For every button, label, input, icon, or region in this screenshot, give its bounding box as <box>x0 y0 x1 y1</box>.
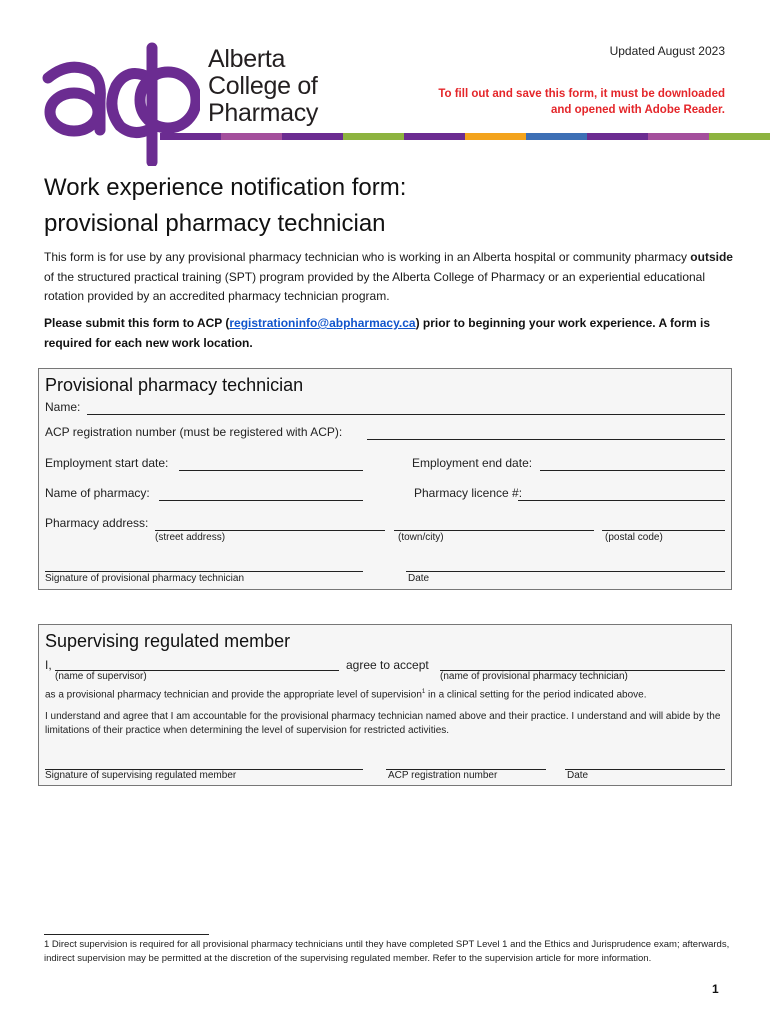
color-bar-segment <box>526 133 587 140</box>
intro-bold: outside <box>690 250 733 264</box>
postal-hint: (postal code) <box>605 532 663 543</box>
agree-label: agree to accept <box>346 658 429 672</box>
submit-text-1: Please submit this form to ACP ( <box>44 316 230 330</box>
footnote-ref: 1 <box>421 689 426 695</box>
technician-date-label: Date <box>408 573 430 584</box>
footnote: 1 Direct supervision is required for all provisional pharmacy technicians until they have completed SPT Level 1 and the Ethics and Jurisprudence exam; afterwards, indirect supervision may be permitted at the discretion of the supervising regulated member. Refer to the supervision article for more information. <box>44 939 730 964</box>
town-hint: (town/city) <box>398 532 444 543</box>
color-bar-segment <box>404 133 465 140</box>
postal-code-field[interactable] <box>602 530 725 531</box>
supervision-text: as a provisional pharmacy technician and provide the appropriate level of supervision <box>45 689 422 701</box>
end-date-label: Employment end date: <box>412 456 533 470</box>
logo-wordmark <box>208 46 318 127</box>
color-bar-segment <box>160 133 221 140</box>
technician-signature-field[interactable] <box>45 571 363 572</box>
supervisor-date-field[interactable] <box>565 769 725 770</box>
name-label: Name: <box>45 400 81 414</box>
color-bar-segment <box>709 133 770 140</box>
supervision-sentence <box>45 685 725 702</box>
licence-field[interactable] <box>518 500 725 501</box>
acp-logo <box>40 38 350 166</box>
submit-instructions <box>44 314 734 353</box>
start-date-field[interactable] <box>179 470 363 471</box>
intro-text-2: of the structured practical training (SPT) program provided by the Alberta College of Pharmacy or an experiential educational rotation provided by an accredited pharmacy technician program. <box>44 269 706 303</box>
supervisor-date-label: Date <box>567 770 589 781</box>
title-line-1: Work experience notification form: <box>44 174 407 201</box>
page-title <box>44 170 406 242</box>
color-bar-segment <box>465 133 526 140</box>
technician-section <box>38 368 732 590</box>
licence-label: Pharmacy licence #: <box>414 486 523 500</box>
section-title-technician: Provisional pharmacy technician <box>45 375 304 395</box>
color-bar-segment <box>587 133 648 140</box>
color-bar-segment <box>221 133 282 140</box>
color-bar-segment <box>282 133 343 140</box>
pharmacy-name-label: Name of pharmacy: <box>45 486 150 500</box>
updated-date: Updated August 2023 <box>609 44 725 58</box>
intro-text-1: This form is for use by any provisional pharmacy technician who is working in an Alberta hospital or community pharmacy <box>44 250 687 264</box>
town-field[interactable] <box>394 530 594 531</box>
supervisor-section <box>38 624 732 786</box>
notice-line-2: and opened with Adobe Reader. <box>550 104 725 116</box>
logo-line-1: Alberta <box>208 45 286 73</box>
title-line-2: provisional pharmacy technician <box>44 210 386 237</box>
supervisor-signature-label: Signature of supervising regulated member <box>45 770 237 781</box>
color-bar-segment <box>343 133 404 140</box>
supervisor-hint: (name of supervisor) <box>55 671 147 682</box>
street-hint: (street address) <box>155 532 226 543</box>
color-bar <box>160 133 770 140</box>
end-date-field[interactable] <box>540 470 725 471</box>
technician-date-field[interactable] <box>406 571 725 572</box>
supervision-text-end: in a clinical setting for the period indicated above. <box>425 689 647 701</box>
page-number: 1 <box>712 982 719 996</box>
acp-logo-mark <box>40 38 200 166</box>
street-address-field[interactable] <box>155 530 385 531</box>
i-label: I, <box>45 658 52 672</box>
technician-hint: (name of provisional pharmacy technician) <box>440 671 628 682</box>
footnote-rule <box>44 934 209 935</box>
submit-text-2: ) prior to beginning your work experience. A form is required for each new work location. <box>44 316 711 350</box>
notice-line-1: To fill out and save this form, it must be downloaded <box>438 88 725 100</box>
logo-line-2: College of <box>208 72 318 100</box>
address-label: Pharmacy address: <box>45 516 149 530</box>
color-bar-segment <box>648 133 709 140</box>
adobe-notice <box>405 86 725 118</box>
email-link[interactable]: registrationinfo@abpharmacy.ca <box>229 316 416 330</box>
name-field[interactable] <box>87 414 725 415</box>
intro-paragraph <box>44 248 734 307</box>
registration-label: ACP registration number (must be registered with ACP): <box>45 425 343 439</box>
technician-signature-label: Signature of provisional pharmacy technician <box>45 573 244 584</box>
start-date-label: Employment start date: <box>45 456 169 470</box>
registration-field[interactable] <box>367 439 725 440</box>
section-title-supervisor: Supervising regulated member <box>45 631 291 651</box>
supervisor-registration-label: ACP registration number <box>388 770 498 781</box>
accountability-paragraph: I understand and agree that I am accountable for the provisional pharmacy technician named above and their practice. I understand and will abide by the limitations of their practice when determining the level of supervision for restricted activities. <box>45 711 721 736</box>
logo-line-3: Pharmacy <box>208 99 319 127</box>
pharmacy-name-field[interactable] <box>159 500 363 501</box>
